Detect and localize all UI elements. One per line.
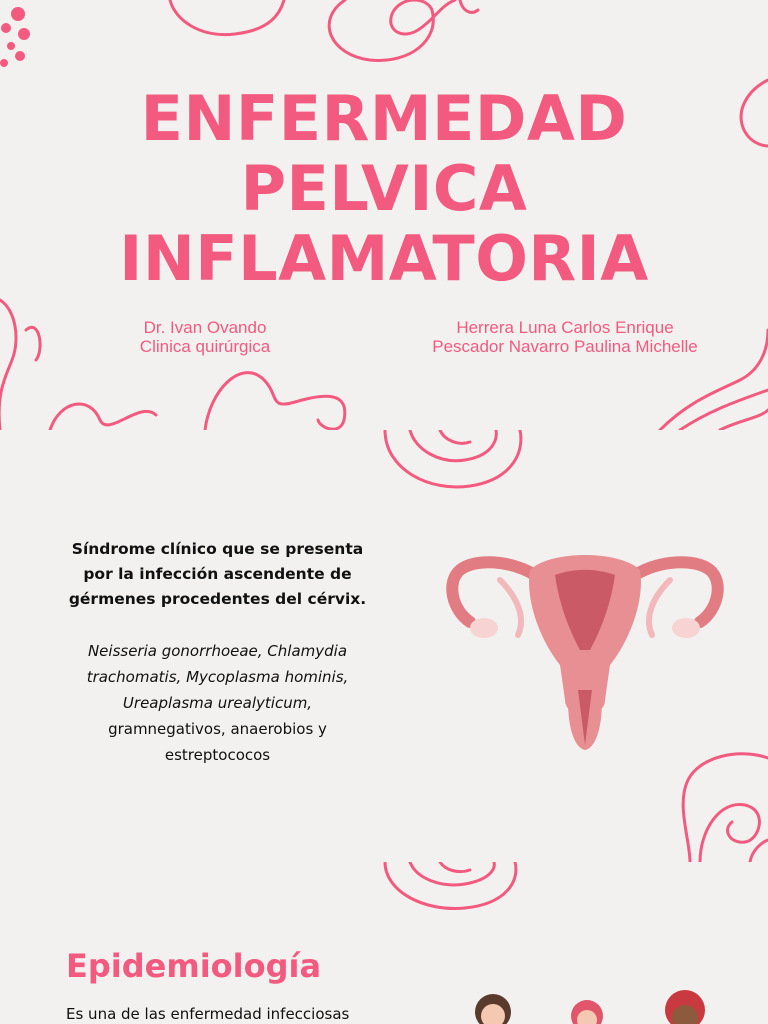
byline-line: Pescador Navarro Paulina Michelle bbox=[432, 337, 698, 356]
definition-slide bbox=[0, 430, 768, 862]
definition-line: por la infección ascendente de bbox=[83, 565, 352, 583]
organism-line: gramnegativos, anaerobios y bbox=[108, 720, 327, 738]
definition-line: Síndrome clínico que se presenta bbox=[71, 540, 364, 558]
byline-line: Herrera Luna Carlos Enrique bbox=[456, 318, 674, 337]
definition-text bbox=[40, 537, 395, 612]
byline-line: Dr. Ivan Ovando bbox=[143, 318, 267, 337]
main-title bbox=[0, 84, 768, 294]
organism-line: trachomatis, Mycoplasma hominis, bbox=[86, 668, 349, 686]
title-line: PELVICA bbox=[240, 152, 528, 225]
title-line: INFLAMATORIA bbox=[119, 222, 649, 295]
epidemiology-text: Es una de las enfermedad infecciosas bbox=[66, 1005, 350, 1023]
professor-byline bbox=[90, 318, 320, 356]
students-byline bbox=[400, 318, 730, 356]
women-group-icon bbox=[465, 982, 745, 1024]
organism-line: estreptococos bbox=[164, 746, 271, 764]
organism-line: Ureaplasma urealyticum, bbox=[122, 694, 313, 712]
title-line: ENFERMEDAD bbox=[140, 82, 628, 155]
definition-line: gérmenes procedentes del cérvix. bbox=[68, 590, 367, 608]
byline-line: Clinica quirúrgica bbox=[139, 337, 271, 356]
organisms-list bbox=[40, 638, 395, 768]
epidemiology-slide bbox=[0, 862, 768, 1024]
uterus-icon bbox=[440, 540, 730, 760]
title-slide bbox=[0, 0, 768, 430]
organism-line: Neisseria gonorrhoeae, Chlamydia bbox=[87, 642, 348, 660]
section-title: Epidemiología bbox=[66, 947, 322, 985]
